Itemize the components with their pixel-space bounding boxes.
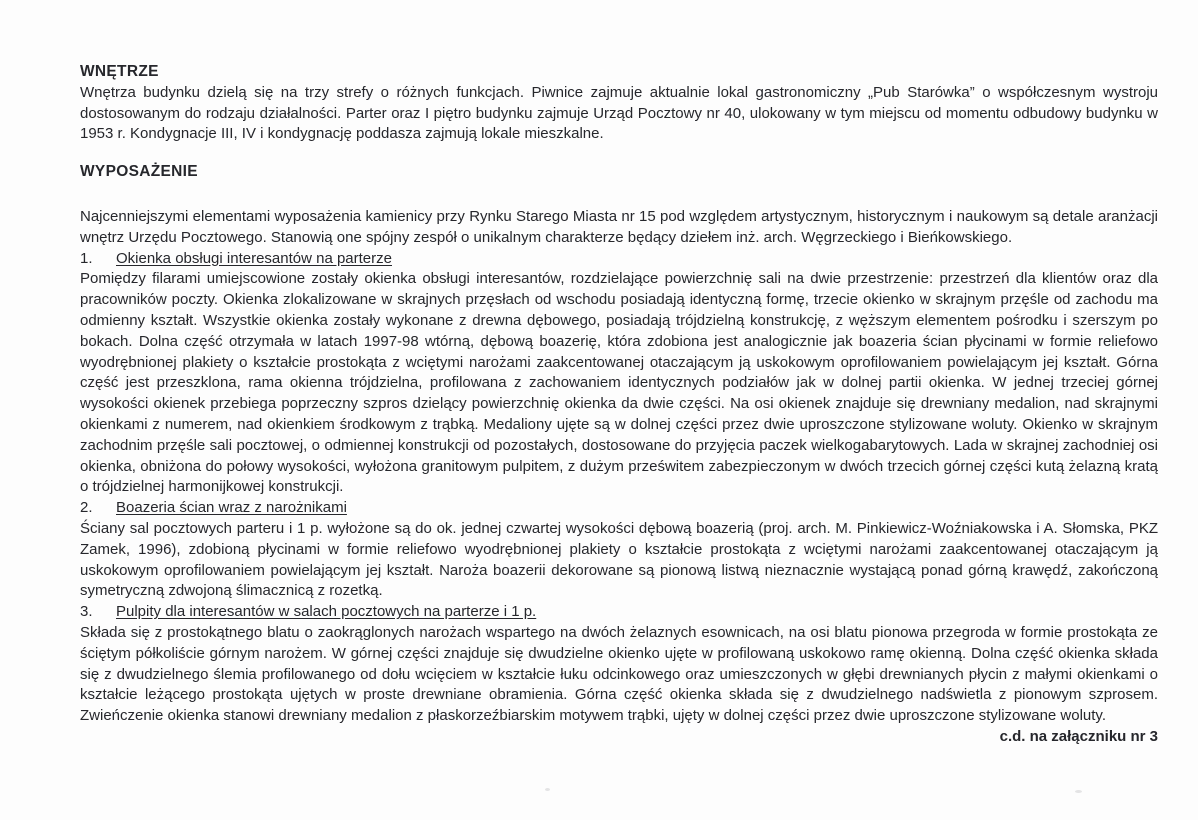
wyposazenie-intro-paragraph: Najcenniejszymi elementami wyposażenia kamienicy przy Rynku Starego Miasta nr 15 pod względem artystycznym, historycznym i naukowym są detale aranżacji wnętrz Urzędu Pocztowego. Stanowią one spójny zespół o unikalnym charakterze będący dziełem inż. arch. Węgrzeckiego i Bieńkowskiego. [80,207,1158,246]
list-item-1-body: Pomiędzy filarami umiejscowione zostały okienka obsługi interesantów, rozdzielające powierzchnię sali na dwie przestrzenie: przestrzeń dla klientów oraz dla pracowników poczty. Okienka zlokalizowane w skrajnych przęsłach od wschodu posiadają identyczną formę, trzecie okienko w skrajnym przęśle od zachodu ma odmienny kształt. Wszystkie okienka zostały wykonane z drewna dębowego, posiadają trójdzielną konstrukcję, z węższym elementem pośrodku i szerszym po bokach. Dolna część otrzymała w latach 1997-98 wtórną, dębową boazerię, która zdobiona jest analogicznie jak boazeria ścian płycinami w formie reliefowo wyodrębnionej plakiety o kształcie prostokąta z wciętymi narożami zaakcentowanej otaczającym ją uskokowym oprofilowaniem powielającym jej kształt. Górna część jest przeszklona, rama okienna trójdzielna, profilowana z zachowaniem identycznych podziałów jak w dolnej partii okienka. W jednej trzeciej górnej wysokości okienek przebiega poprzeczny szpros dzielący powierzchnię okienka da dwie części. Na osi okienek znajduje się drewniany medalion, nad skrajnymi okienkami z numerem, nad okienkiem środkowym z trąbką. Medaliony ujęte są w dolnej części przez dwie uproszczone stylizowane woluty. Okienko w skrajnym zachodnim przęśle sali pocztowej, o odmiennej konstrukcji od pozostałych, dostosowane do przyjęcia paczek wielkogabarytowych. Lada w skrajnej zachodniej osi okienka, obniżona do połowy wysokości, wyłożona granitowym pulpitem, z dużym prześwitem zabezpieczonym w dwóch trzecich górnej części kutą żelazną kratą o trójdzielnej harmonijkowej konstrukcji. [80,270,1158,496]
list-item-1-heading [80,249,1158,270]
list-item-3-number: 3. [80,603,93,621]
continuation-note: c.d. na załączniku nr 3 [999,727,1158,745]
list-item-3-body: Składa się z prostokątnego blatu o zaokrąglonych narożach wspartego na dwóch żelaznych esownicach, na osi blatu pionowa przegroda w formie prostokąta ze ściętym półkoliście górnym narożem. W górnej części znajduje się dwudzielne okienko ujęte w profilowaną uskokowo ramę okienną. Dolna część okienka składa się z dwudzielnego ślemia profilowanego od dołu wcięciem w kształcie łuku odcinkowego oraz umieszczonych w głębi drewnianych płycin z małymi okienkami o kształcie leżącego prostokąta ujętych w proste drewniane obramienia. Górna część okienka składa się z dwudzielnego nadświetla z pionowym szprosem. Zwieńczenie okienka stanowi drewniany medalion z płaskorzeźbiarskim motywem trąbki, ujęty w dolnej części przez dwie uproszczone stylizowane woluty. [80,623,1158,725]
list-item-1-title: Okienka obsługi interesantów na parterze [116,249,392,267]
list-item-3-title: Pulpity dla interesantów w salach pocztowych na parterze i 1 p. [116,603,537,621]
list-item-2-heading [80,498,1158,519]
scan-speck [1075,790,1082,793]
list-item-3-heading [80,602,1158,623]
list-item-2-number: 2. [80,499,93,517]
list-item-1-number: 1. [80,249,93,267]
list-item-2-body: Ściany sal pocztowych parteru i 1 p. wyłożone są do ok. jednej czwartej wysokości dębową boazerią (proj. arch. M. Pinkiewicz-Woźniakowska i A. Słomska, PKZ Zamek, 1996), zdobioną płycinami w formie reliefowo wyodrębnionej plakiety o kształcie prostokąta z wciętymi narożami zaakcentowanej otaczającym ją uskokowym oprofilowaniem powielającym jej kształt. Naroża boazerii dekorowane są pionową listwą nieznacznie wystającą ponad górną krawędź, zakończoną symetryczną zdwojoną ślimacznicą z rozetką. [80,519,1158,600]
wnetrze-paragraph: Wnętrza budynku dzielą się na trzy strefy o różnych funkcjach. Piwnice zajmuje aktualnie lokal gastronomiczny „Pub Starówka” o współczesnym wystroju dostosowanym do rodzaju działalności. Parter oraz I piętro budynku zajmuje Urząd Pocztowy nr 40, ulokowany w tym miejscu od momentu odbudowy budynku w 1953 r. Kondygnacje III, IV i kondygnację poddasza zajmują lokale mieszkalne. [80,83,1158,143]
list-item-2-title: Boazeria ścian wraz z narożnikami [116,499,347,517]
section-heading-wnetrze: WNĘTRZE [80,63,159,80]
scan-speck [545,788,550,791]
section-heading-wyposazenie: WYPOSAŻENIE [80,163,198,181]
